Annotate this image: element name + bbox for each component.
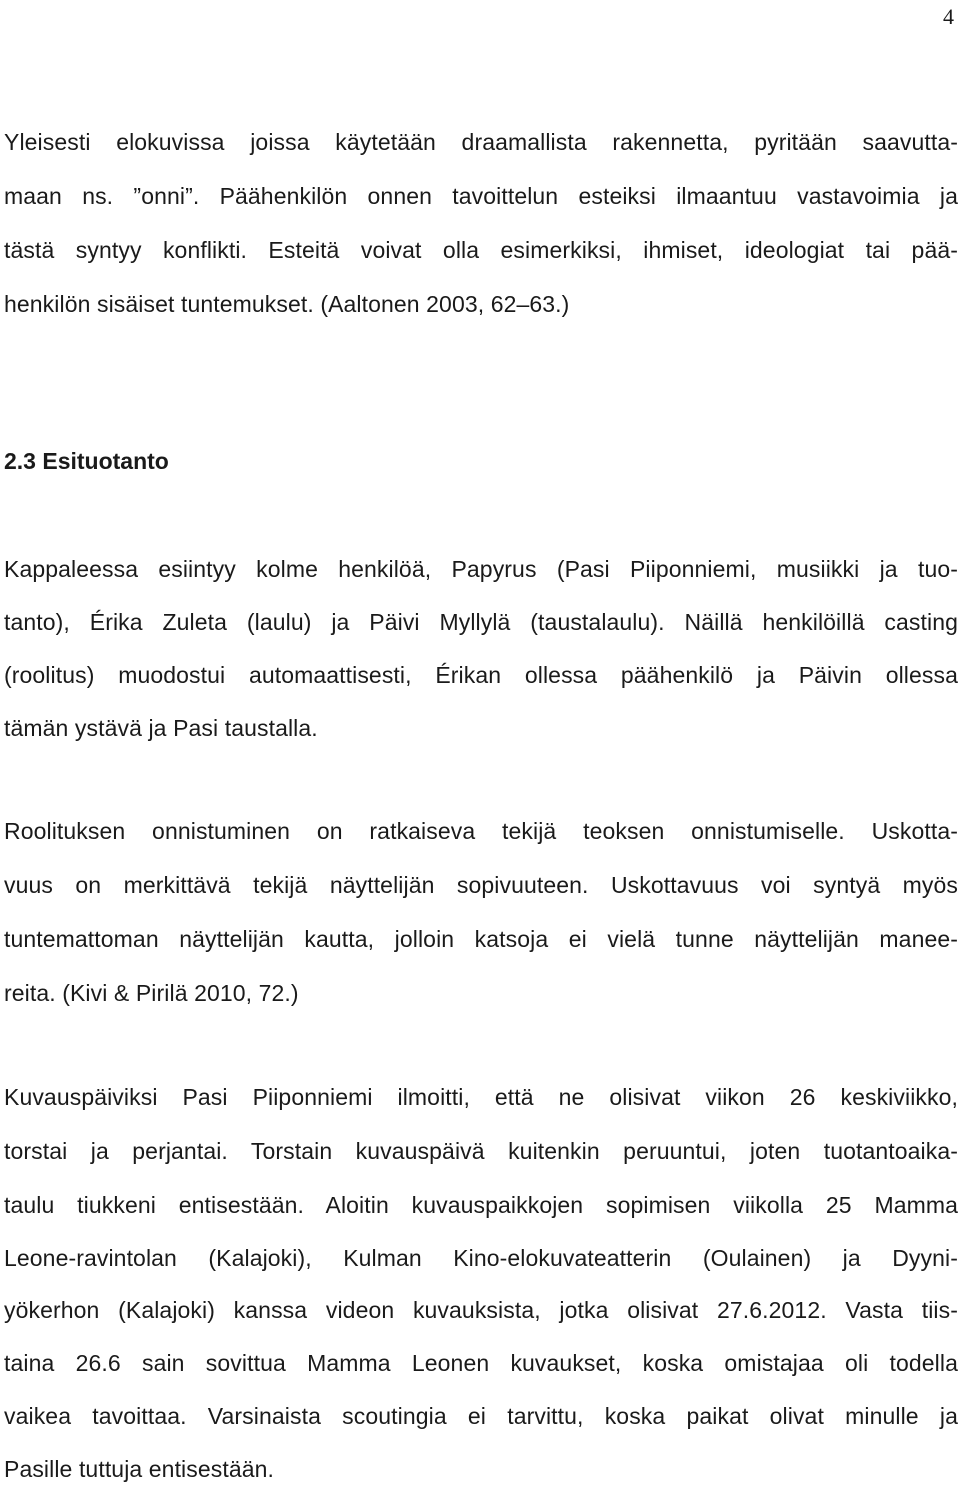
text-line: tämän ystävä ja Pasi taustalla. <box>4 715 318 741</box>
text-line: tuntemattoman näyttelijän kautta, jolloin katsoja ei vielä tunne näyttelijän maneе- <box>4 926 958 952</box>
text-line: torstai ja perjantai. Torstain kuvauspäivä kuitenkin peruuntui, joten tuotantoaika- <box>4 1138 958 1164</box>
section-heading: 2.3 Esituotanto <box>4 448 169 474</box>
text-line: henkilön sisäiset tuntemukset. (Aaltonen 2003, 62–63.) <box>4 291 570 317</box>
text-line: vuus on merkittävä tekijä näyttelijän sopivuuteen. Uskottavuus voi syntyä myös <box>4 872 958 898</box>
text-line: Yleisesti elokuvissa joissa käytetään draamallista rakennetta, pyritään saavutta- <box>4 129 958 155</box>
text-line: Kappaleessa esiintyy kolme henkilöä, Papyrus (Pasi Piiponniemi, musiikki ja tuo- <box>4 556 958 582</box>
text-line: Kuvauspäiviksi Pasi Piiponniemi ilmoitti, että ne olisivat viikon 26 keskiviikko, <box>4 1084 958 1110</box>
text-line: taina 26.6 sain sovittua Mamma Leonen kuvaukset, koska omistajaa oli todella <box>4 1350 958 1376</box>
page-number: 4 <box>943 4 954 29</box>
text-line: tästä syntyy konflikti. Esteitä voivat olla esimerkiksi, ihmiset, ideologiat tai pää- <box>4 237 958 263</box>
text-line: reita. (Kivi & Pirilä 2010, 72.) <box>4 980 299 1006</box>
text-line: (roolitus) muodostui automaattisesti, Érikan ollessa päähenkilö ja Päivin ollessa <box>4 662 958 688</box>
text-line: Pasille tuttuja entisestään. <box>4 1456 275 1482</box>
text-line: yökerhon (Kalajoki) kanssa videon kuvauksista, jotka olisivat 27.6.2012. Vasta tiis- <box>4 1297 958 1323</box>
text-line: Leone-ravintolan (Kalajoki), Kulman Kino-elokuvateatterin (Oulainen) ja Dyyni- <box>4 1245 958 1271</box>
text-line: maan ns. ”onni”. Päähenkilön onnen tavoittelun esteiksi ilmaantuu vastavoimia ja <box>4 183 958 209</box>
text-line: Roolituksen onnistuminen on ratkaiseva tekijä teoksen onnistumiselle. Uskotta- <box>4 818 958 844</box>
text-line: tanto), Érika Zuleta (laulu) ja Päivi Myllylä (taustalaulu). Näillä henkilöillä casting <box>4 609 958 635</box>
text-line: taulu tiukkeni entisestään. Aloitin kuvauspaikkojen sopimisen viikolla 25 Mamma <box>4 1192 958 1218</box>
text-line: vaikea tavoittaa. Varsinaista scoutingia ei tarvittu, koska paikat olivat minulle ja <box>4 1403 958 1429</box>
